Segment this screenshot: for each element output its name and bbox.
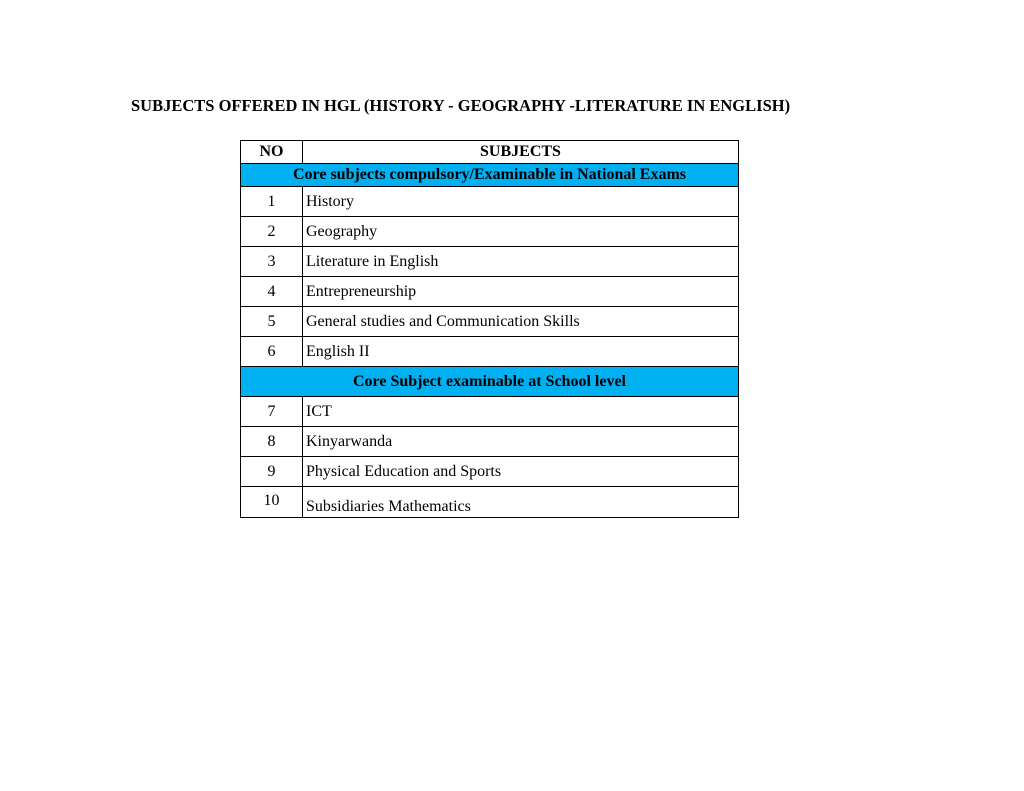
row-number: 5 bbox=[241, 307, 303, 337]
subject-name: Geography bbox=[303, 217, 739, 247]
subject-name: ICT bbox=[303, 397, 739, 427]
document-title: SUBJECTS OFFERED IN HGL (HISTORY - GEOGRAPHY -LITERATURE IN ENGLISH) bbox=[131, 96, 791, 115]
subject-name: Physical Education and Sports bbox=[303, 457, 739, 487]
table-header-row bbox=[241, 141, 739, 164]
row-number: 6 bbox=[241, 337, 303, 367]
table-row bbox=[241, 217, 739, 247]
table-row bbox=[241, 427, 739, 457]
row-number: 7 bbox=[241, 397, 303, 427]
subject-name: English II bbox=[303, 337, 739, 367]
column-header-no: NO bbox=[241, 141, 303, 164]
section-header-row bbox=[241, 367, 739, 397]
subject-name: Kinyarwanda bbox=[303, 427, 739, 457]
row-number: 2 bbox=[241, 217, 303, 247]
subject-name: History bbox=[303, 187, 739, 217]
row-number: 3 bbox=[241, 247, 303, 277]
table-row bbox=[241, 487, 739, 518]
table-row bbox=[241, 277, 739, 307]
section-heading-national-exams: Core subjects compulsory/Examinable in National Exams bbox=[241, 164, 739, 187]
row-number: 8 bbox=[241, 427, 303, 457]
table-row bbox=[241, 397, 739, 427]
table-row bbox=[241, 457, 739, 487]
row-number: 10 bbox=[241, 487, 303, 518]
subject-name: Subsidiaries Mathematics bbox=[303, 487, 739, 518]
table-row bbox=[241, 337, 739, 367]
row-number: 1 bbox=[241, 187, 303, 217]
row-number: 9 bbox=[241, 457, 303, 487]
table-row bbox=[241, 307, 739, 337]
column-header-subjects: SUBJECTS bbox=[303, 141, 739, 164]
subject-name: Entrepreneurship bbox=[303, 277, 739, 307]
section-header-row bbox=[241, 164, 739, 187]
section-heading-school-level: Core Subject examinable at School level bbox=[241, 367, 739, 397]
subject-name: General studies and Communication Skills bbox=[303, 307, 739, 337]
table-row bbox=[241, 247, 739, 277]
table-row bbox=[241, 187, 739, 217]
subjects-table bbox=[240, 140, 739, 518]
row-number: 4 bbox=[241, 277, 303, 307]
subject-name: Literature in English bbox=[303, 247, 739, 277]
